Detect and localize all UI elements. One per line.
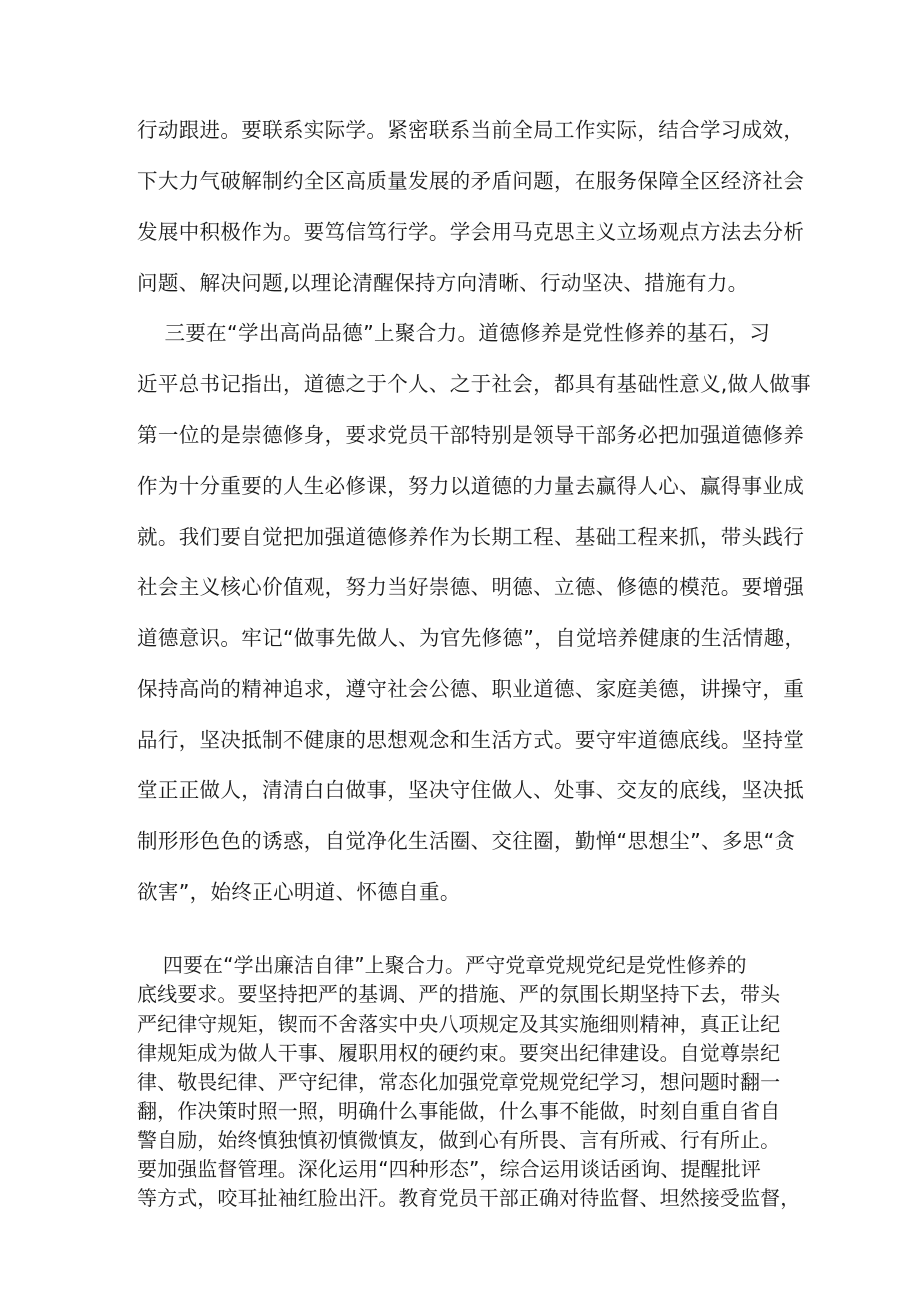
text-line: 道德意识。牢记“做事先做人、为官先修德”，自觉培养健康的生活情趣，	[137, 626, 806, 650]
text-line: 欲害”，始终正心明道、怀德自重。	[137, 880, 461, 904]
text-line: 近平总书记指出，道德之于个人、之于社会，都具有基础性意义,做人做事	[137, 372, 812, 396]
text-line: 等方式，咬耳扯袖红脸出汗。教育党员干部正确对待监督、坦然接受监督，	[137, 1186, 801, 1210]
text-line: 社会主义核心价值观，努力当好崇德、明德、立德、修德的模范。要增强	[137, 575, 805, 599]
text-line: 翻，作决策时照一照，明确什么事能做，什么事不能做，时刻自重自省自	[137, 1099, 781, 1123]
text-line: 发展中积极作为。要笃信笃行学。学会用马克思主义立场观点方法去分析	[137, 220, 805, 244]
text-line: 要加强监督管理。深化运用“四种形态”，综合运用谈话函询、提醒批评	[137, 1157, 761, 1181]
text-line: 三要在“学出高尚品德”上聚合力。道德修养是党性修养的基石，习	[137, 321, 771, 345]
text-line: 律规矩成为做人干事、履职用权的硬约束。要突出纪律建设。自觉尊崇纪	[137, 1041, 781, 1065]
text-line: 制形形色色的诱惑，自觉净化生活圈、交往圈，勤惮“思想尘”、多思“贪	[137, 829, 796, 853]
text-line: 四要在“学出廉洁自律”上聚合力。严守党章党规党纪是党性修养的	[137, 953, 747, 977]
text-line: 底线要求。要坚持把严的基调、严的措施、严的氛围长期坚持下去，带头	[137, 982, 781, 1006]
text-line: 就。我们要自觉把加强道德修养作为长期工程、基础工程来抓，带头践行	[137, 525, 805, 549]
text-line: 警自励，始终慎独慎初慎微慎友，做到心有所畏、言有所戒、行有所止。	[137, 1128, 781, 1152]
text-line: 品行，坚决抵制不健康的思想观念和生活方式。要守牢道德底线。坚持堂	[137, 728, 805, 752]
text-line: 行动跟进。要联系实际学。紧密联系当前全局工作实际，结合学习成效，	[137, 118, 805, 142]
text-line: 堂正正做人，清清白白做事，坚决守住做人、处事、交友的底线，坚决抵	[137, 778, 805, 802]
text-line: 作为十分重要的人生必修课，努力以道德的力量去赢得人心、赢得事业成	[137, 474, 805, 498]
text-line: 问题、解决问题,以理论清醒保持方向清晰、行动坚决、措施有力。	[137, 271, 749, 295]
text-line: 律、敬畏纪律、严守纪律，常态化加强党章党规党纪学习，想问题时翻一	[137, 1070, 781, 1094]
text-line: 第一位的是崇德修身，要求党员干部特别是领导干部务必把加强道德修养	[137, 423, 805, 447]
text-line: 严纪律守规矩，锲而不舍落实中央八项规定及其实施细则精神，真正让纪	[137, 1012, 781, 1036]
text-line: 下大力气破解制约全区高质量发展的矛盾问题，在服务保障全区经济社会	[137, 169, 805, 193]
text-line: 保持高尚的精神追求，遵守社会公德、职业道德、家庭美德，讲操守，重	[137, 677, 805, 701]
